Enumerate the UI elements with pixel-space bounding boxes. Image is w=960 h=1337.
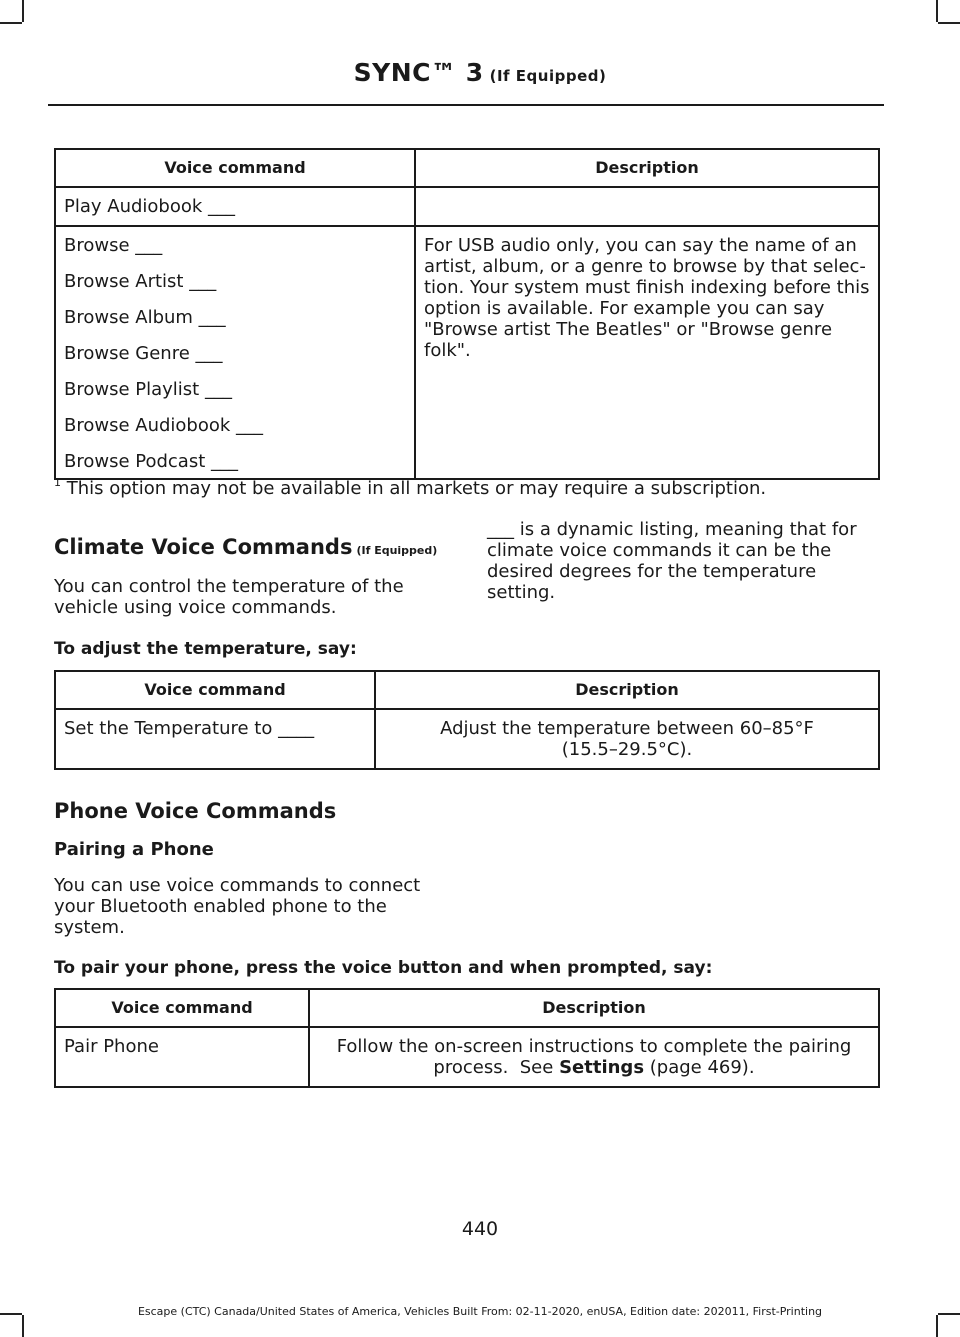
crop-mark	[22, 1315, 24, 1337]
column-header-description: Description	[375, 671, 879, 709]
column-header-description: Description	[415, 149, 879, 187]
crop-mark	[936, 1315, 938, 1337]
command-item: Browse ___	[64, 235, 163, 256]
table-row	[55, 187, 879, 226]
page-number: 440	[461, 1218, 499, 1240]
media-voice-command-table	[54, 148, 880, 480]
description-cell	[309, 1027, 879, 1087]
description-cell	[415, 187, 879, 226]
phone-lead: To pair your phone, press the voice button and when prompted, say:	[54, 958, 713, 978]
table-header-row	[55, 989, 879, 1027]
header-title: SYNC™ 3	[353, 58, 484, 87]
header-rule	[48, 104, 884, 106]
command-item: Browse Podcast ___	[64, 451, 238, 472]
crop-mark	[0, 22, 22, 24]
table-header-row	[55, 671, 879, 709]
description-cell	[375, 709, 879, 769]
description-prefix: process. See	[433, 1057, 560, 1078]
climate-lead: To adjust the temperature, say:	[54, 639, 357, 659]
command-item: Browse Artist ___	[64, 271, 217, 292]
footnote-text: This option may not be available in all markets or may require a subscription.	[61, 478, 767, 499]
settings-reference-link[interactable]: Settings	[559, 1057, 645, 1078]
command-cell: Set the Temperature to ____	[55, 709, 375, 769]
description-line: Adjust the temperature between 60–85°F	[440, 718, 814, 739]
header-subtitle: (If Equipped)	[489, 67, 607, 85]
description-suffix: (page 469).	[644, 1057, 755, 1078]
table-row	[55, 709, 879, 769]
command-cell: Play Audiobook ___	[55, 187, 415, 226]
footnote	[54, 478, 766, 499]
description-cell: For USB audio only, you can say the name of an artist, album, or a genre to browse by that selec-tion. Your system must finish indexing before this option is available. For example you can say "Browse artist The Beatles" or "Browse genre folk".	[415, 226, 879, 479]
command-item: Browse Genre ___	[64, 343, 223, 364]
phone-intro-paragraph: You can use voice commands to connect your Bluetooth enabled phone to the system.	[54, 875, 421, 938]
crop-mark	[22, 0, 24, 22]
column-header-command: Voice command	[55, 989, 309, 1027]
command-item: Browse Playlist ___	[64, 379, 232, 400]
page-header	[0, 58, 960, 87]
table-row	[55, 1027, 879, 1087]
table-header-row	[55, 149, 879, 187]
column-header-description: Description	[309, 989, 879, 1027]
climate-dynamic-listing-paragraph: ___ is a dynamic listing, meaning that for climate voice commands it can be the desired degrees for the temperature setting.	[487, 519, 857, 603]
command-cell: Pair Phone	[55, 1027, 309, 1087]
footnote-marker: 1	[54, 476, 61, 489]
heading-subtitle: (If Equipped)	[356, 544, 438, 557]
table-row	[55, 226, 879, 479]
phone-voice-command-table	[54, 988, 880, 1088]
command-item: Browse Album ___	[64, 307, 226, 328]
subheading-pairing: Pairing a Phone	[54, 839, 214, 860]
climate-voice-command-table	[54, 670, 880, 770]
page-footer: Escape (CTC) Canada/United States of America, Vehicles Built From: 02-11-2020, enUSA, Edition date: 202011, First-Printing	[137, 1305, 823, 1318]
command-cell	[55, 226, 415, 479]
section-heading-phone: Phone Voice Commands	[54, 799, 337, 823]
description-line: Follow the on-screen instructions to complete the pairing	[336, 1036, 852, 1057]
command-item: Browse Audiobook ___	[64, 415, 264, 436]
climate-intro-paragraph: You can control the temperature of the vehicle using voice commands.	[54, 576, 404, 618]
description-line: (15.5–29.5°C).	[561, 739, 693, 760]
heading-text: Climate Voice Commands	[54, 535, 353, 559]
section-heading-climate	[54, 535, 437, 559]
crop-mark	[938, 22, 960, 24]
column-header-command: Voice command	[55, 671, 375, 709]
column-header-command: Voice command	[55, 149, 415, 187]
crop-mark	[936, 0, 938, 22]
